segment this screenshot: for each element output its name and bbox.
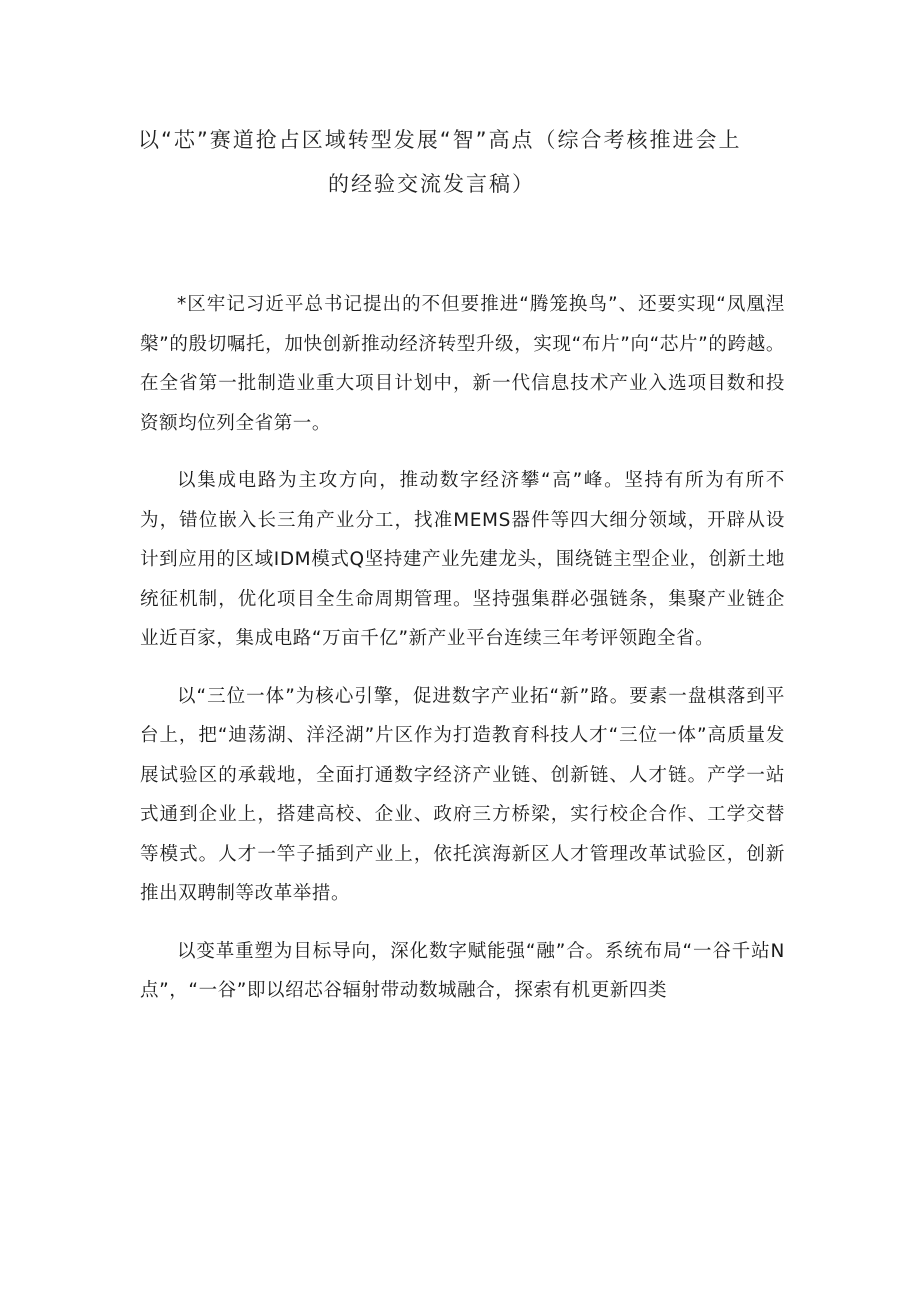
paragraph-1: *区牢记习近平总书记提出的不但要推进“腾笼换鸟”、还要实现“凤凰涅槃”的殷切嘱托，加快创新推动经济转型升级，实现“布片”向“芯片”的跨越。在全省第一批制造业重大项目计划中，新一代信息技术产业入选项目数和投资额均位列全省第一。 [140, 294, 785, 434]
title-line-1: 以“芯”赛道抢占区域转型发展“智”高点（综合考核推进会上 [138, 128, 742, 152]
paragraph-3: 以“三位一体”为核心引擎，促进数字产业拓“新”路。要素一盘棋落到平台上，把“迪荡湖、洋泾湖”片区作为打造教育科技人才“三位一体”高质量发展试验区的承载地，全面打通数字经济产业链、创新链、人才链。产学一站式通到企业上，搭建高校、企业、政府三方桥梁，实行校企合作、工学交替等模式。人才一竿子插到产业上，依托滨海新区人才管理改革试验区，创新推出双聘制等改革举措。 [140, 685, 785, 904]
title-line-2: 的经验交流发言稿） [328, 172, 535, 196]
paragraph-2: 以集成电路为主攻方向，推动数字经济攀“高”峰。坚持有所为有所不为，错位嵌入长三角产业分工，找准MEMS器件等四大细分领域，开辟从设计到应用的区域IDM模式Q坚持建产业先建龙头，围绕链主型企业，创新土地统征机制，优化项目全生命周期管理。坚持强集群必强链条，集聚产业链企业近百家，集成电路“万亩千亿”新产业平台连续三年考评领跑全省。 [140, 470, 785, 649]
document-body [140, 285, 785, 1029]
paragraph-4: 以变革重塑为目标导向，深化数字赋能强“融”合。系统布局“一谷千站N点”，“一谷”即以绍芯谷辐射带动数城融合，探索有机更新四类 [140, 940, 785, 1001]
document-title [138, 118, 788, 206]
